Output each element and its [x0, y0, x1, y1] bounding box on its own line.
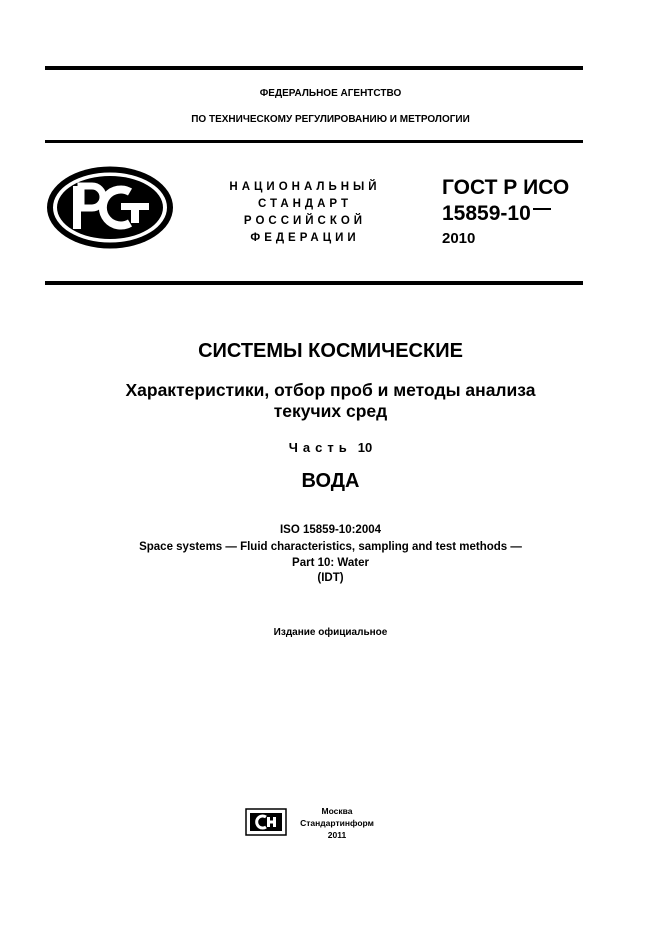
agency-line-1: ФЕДЕРАЛЬНОЕ АГЕНТСТВО [259, 88, 402, 99]
part-label: Часть [288, 440, 352, 455]
standard-code-year: 2010 [442, 230, 476, 247]
standard-code-line-1: ГОСТ Р ИСО [442, 176, 570, 199]
header-bottom-rule [45, 281, 583, 285]
header-rule [45, 140, 583, 143]
publisher-city: Москва [321, 806, 353, 816]
part-heading [0, 440, 661, 455]
rst-certification-mark-icon [45, 165, 175, 250]
part-number: 10 [357, 440, 373, 455]
standard-code-line-2: 15859-10 [442, 202, 551, 226]
publisher-name: Стандартинформ [300, 818, 374, 828]
iso-part: Part 10: Water [292, 557, 369, 569]
edition-note: Издание официальное [273, 627, 388, 638]
national-line-3: РОССИЙСКОЙ [243, 215, 367, 227]
agency-line-2: ПО ТЕХНИЧЕСКОМУ РЕГУЛИРОВАНИЮ И МЕТРОЛОГИИ [191, 114, 470, 125]
document-subtitle-line-2: текучих сред [273, 401, 388, 421]
publication-year: 2011 [327, 830, 347, 840]
national-line-2: СТАНДАРТ [258, 198, 352, 210]
iso-equivalence: (IDT) [317, 572, 344, 584]
document-title: СИСТЕМЫ КОСМИЧЕСКИЕ [198, 340, 463, 362]
iso-reference: ISO 15859-10:2004 [279, 524, 382, 536]
national-line-1: НАЦИОНАЛЬНЫЙ [229, 181, 381, 193]
top-rule [45, 66, 583, 70]
iso-title: Space systems — Fluid characteristics, sampling and test methods — [139, 541, 522, 553]
document-subtitle-line-1: Характеристики, отбор проб и методы анализа [125, 380, 536, 400]
standartinform-logo-icon [245, 808, 287, 836]
part-title: ВОДА [301, 470, 360, 492]
national-line-4: ФЕДЕРАЦИИ [250, 232, 360, 244]
